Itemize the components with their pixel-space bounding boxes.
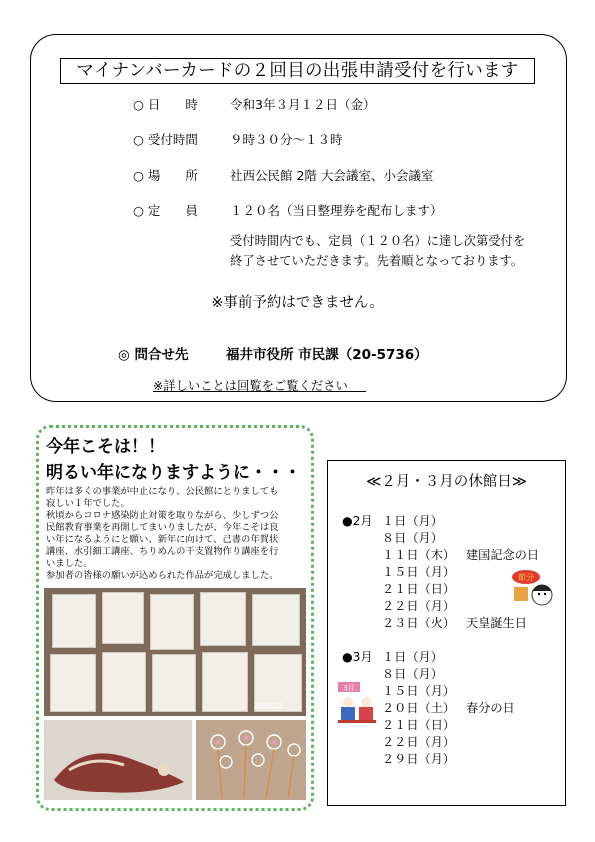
hina-label: 3月 (343, 684, 355, 692)
news-heading-2: 明るい年になりますように・・・ (46, 463, 301, 483)
mizuhiki-flowers-photo (196, 720, 306, 800)
card-image (50, 654, 96, 712)
notice-row-label: ○ 場 所 (133, 168, 198, 183)
setsubun-label: 節分 (518, 573, 534, 582)
closed-day: ２１日（日） (382, 718, 456, 732)
notice-row-capacity (133, 201, 533, 219)
hina-doll-illustration (336, 682, 378, 724)
card-image (202, 652, 248, 712)
holiday-note: 天皇誕生日 (466, 616, 527, 630)
closed-day: ２３日（火） (382, 616, 456, 630)
ox-figurine-photo (44, 720, 192, 800)
news-paragraph-line: 民館教育事業を再開してまいりましたが、今年こそは良 (46, 522, 279, 533)
news-paragraph-line: 講座、水引細工講座、ちりめんの干支置物作り講座を行 (46, 546, 279, 557)
card-image (252, 594, 300, 646)
notice-row-date (133, 95, 533, 113)
notice-row-value: 社西公民館 2階 大会議室、小会議室 (230, 168, 434, 183)
closed-day: ２０日（土） (382, 701, 456, 715)
card-image (152, 654, 196, 712)
feb-month-label: ●2月 (342, 514, 373, 528)
card-image (52, 594, 96, 648)
news-paragraph-line: 参加者の皆様の願いが込められた作品が完成しました。 (46, 570, 279, 581)
contact-value: 福井市役所 市民課（20-5736） (226, 347, 428, 363)
closed-day: １日（月） (382, 650, 443, 664)
calligraphy-cards-photo (44, 588, 306, 716)
notice-row-label: ○ 受付時間 (133, 132, 198, 147)
closed-day: ２２日（月） (382, 735, 456, 749)
notice-row-value: 令和3年３月１２日（金） (230, 97, 376, 112)
ox-figurine-image (44, 720, 192, 800)
card-image (150, 594, 194, 650)
notice-row-value: １２０名（当日整理券を配布します） (230, 203, 443, 218)
closed-day: １５日（月） (382, 684, 456, 698)
news-heading-1: 今年こそは！！ (46, 437, 165, 457)
closed-day: ２９日（月） (382, 752, 456, 766)
card-image (200, 592, 246, 646)
setsubun-illustration (506, 567, 556, 609)
closed-day: ８日（月） (382, 531, 443, 545)
closed-day: ２１日（日） (382, 582, 456, 596)
notice-row-label: ○ 日 時 (133, 97, 198, 112)
closed-day: ２２日（月） (382, 599, 456, 613)
news-paragraph-line: 昨年は多くの事業が中止になり、公民館にとりましても (46, 486, 279, 497)
notice-row-label: ○ 定 員 (133, 203, 198, 218)
contact-label: ◎ 問合せ先 (118, 347, 189, 363)
news-paragraph-line: いました。 (46, 558, 93, 569)
holiday-note: 建国記念の日 (466, 548, 540, 562)
news-paragraph-line: 秋頃からコロナ感染防止対策を取りながら、少しずつ公 (46, 510, 279, 521)
notice-row-value: ９時３０分～１３時 (230, 132, 343, 147)
news-paragraph-line: 寂しい１年でした。 (46, 498, 130, 509)
notice-title: マイナンバーカードの２回目の出張申請受付を行います (60, 58, 535, 84)
detail-underline (153, 391, 366, 392)
card-image (102, 592, 144, 644)
notice-note-line2: 終了させていただきます。先着順となっております。 (230, 254, 524, 268)
no-reservation-text: ※事前予約はできません。 (211, 295, 384, 311)
card-image (102, 652, 146, 712)
photo-date-label: 2020/12 (254, 702, 284, 710)
closed-day: １日（月） (382, 514, 443, 528)
closed-day: １１日（木） (382, 548, 456, 562)
holiday-note: 春分の日 (466, 701, 515, 715)
notice-row-place (133, 166, 533, 184)
closed-day: １５日（月） (382, 565, 456, 579)
mar-month-label: ●3月 (342, 650, 373, 664)
news-paragraph-line: い年になるようにと願い、新年に向けて、己書の年賀状 (46, 534, 279, 545)
closed-day: ８日（月） (382, 667, 443, 681)
mizuhiki-flowers-image (196, 720, 306, 800)
detail-note: ※詳しいことは回覧をご覧ください (153, 379, 348, 393)
notice-note-line1: 受付時間内でも、定員（１２０名）に達し次第受付を (230, 234, 526, 248)
closed-days-title: ≪２月・３月の休館日≫ (366, 474, 527, 490)
notice-row-time (133, 130, 533, 148)
